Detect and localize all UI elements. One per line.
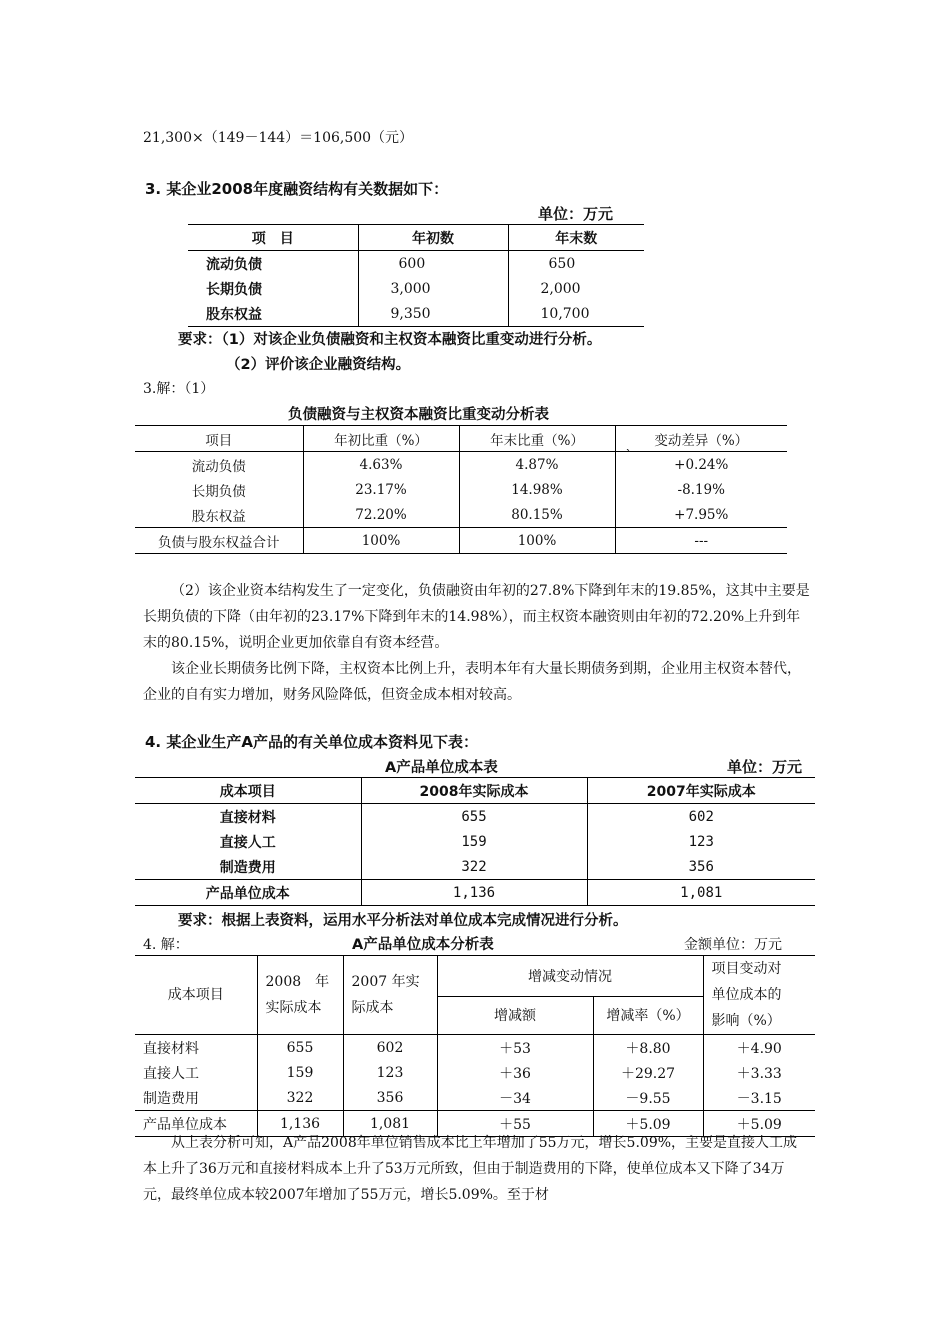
header-change: 增减变动情况 <box>437 956 703 997</box>
row-label: 直接人工 <box>143 1065 199 1082</box>
table-row <box>135 804 815 830</box>
ratio-change-table <box>135 425 787 554</box>
cell: 602 <box>587 804 815 830</box>
table-row <box>135 829 815 854</box>
header-begin: 年初数 <box>358 225 508 251</box>
q4-table-title: A产品单位成本表 <box>385 760 498 776</box>
cell-end: 10,700 <box>508 301 644 327</box>
header-2008-line1: 2008 年 <box>265 974 330 990</box>
q3-analysis-paragraph-2: 该企业长期债务比例下降，主权资本比例上升，表明本年有大量长期债务到期，企业用主权资本替代，企业的自有实力增加，财务风险降低，但资金成本相对较高。 <box>143 661 801 703</box>
header-begin-ratio: 年初比重（%） <box>303 426 459 452</box>
q4-unit: 单位：万元 <box>727 758 803 776</box>
cell: ＋4.90 <box>703 1035 815 1061</box>
cell: +7.95% <box>615 502 787 528</box>
header-2007: 2007年实际成本 <box>587 778 815 804</box>
q4-title: 4. 某企业生产A产品的有关单位成本资料见下表： <box>145 733 478 751</box>
cell: 655 <box>361 804 587 830</box>
cell: 72.20% <box>303 502 459 528</box>
cell: 1,136 <box>361 880 587 906</box>
q4-answer-label: 4. 解： <box>143 937 189 953</box>
cell: ＋3.33 <box>703 1060 815 1085</box>
table-row <box>135 1060 815 1085</box>
cell: 602 <box>343 1035 437 1061</box>
cell: 23.17% <box>303 477 459 502</box>
row-label: 长期负债 <box>191 483 246 500</box>
row-label: 负债与股东权益合计 <box>135 528 303 554</box>
q4-table2-title: A产品单位成本分析表 <box>352 937 494 953</box>
cell: 159 <box>361 829 587 854</box>
cell: 1,136 <box>257 1111 343 1137</box>
table-row <box>135 452 787 478</box>
cell-end: 2,000 <box>540 280 581 297</box>
table-row <box>188 301 644 327</box>
cell: 655 <box>257 1035 343 1061</box>
table-total-row <box>135 528 787 554</box>
cell: 1,081 <box>343 1111 437 1137</box>
row-label: 直接材料 <box>143 1040 199 1057</box>
cell: 322 <box>257 1085 343 1111</box>
q3-requirement-2: （2）评价该企业融资结构。 <box>226 357 411 373</box>
table-row <box>188 251 644 277</box>
header-item: 项 目 <box>188 225 358 251</box>
table-row <box>135 502 787 528</box>
header-impact-line3: 影响（%） <box>711 1013 781 1029</box>
header-impact-line1: 项目变动对 <box>711 961 782 977</box>
unit-cost-analysis-table <box>135 955 815 1137</box>
header-2007-line2: 际成本 <box>351 1000 394 1016</box>
cell-end: 650 <box>548 255 576 272</box>
table-row <box>188 276 644 301</box>
cell: 100% <box>459 528 615 554</box>
row-label: 流动负债 <box>206 256 262 273</box>
header-2007 <box>343 956 437 1035</box>
header-impact-line2: 单位成本的 <box>711 987 782 1003</box>
unit-cost-table <box>135 777 815 906</box>
header-item: 项目 <box>135 426 303 452</box>
header-2007-line1: 2007 年实 <box>351 974 420 990</box>
cell: －9.55 <box>593 1085 703 1111</box>
cell: －34 <box>437 1085 593 1111</box>
cell: 356 <box>587 854 815 880</box>
row-label: 股东权益 <box>191 508 246 525</box>
header-2008 <box>257 956 343 1035</box>
row-label: 直接人工 <box>219 834 276 851</box>
table-header-row <box>188 225 644 251</box>
row-label: 制造费用 <box>143 1090 199 1107</box>
table-row <box>135 1085 815 1111</box>
q3-title: 3. 某企业2008年度融资结构有关数据如下： <box>145 180 449 198</box>
row-label: 长期负债 <box>206 281 262 298</box>
row-label: 股东权益 <box>188 301 358 327</box>
table-row <box>135 477 787 502</box>
row-label: 直接材料 <box>219 809 276 826</box>
table-header-row <box>135 956 815 997</box>
cell: 100% <box>303 528 459 554</box>
cell: ＋53 <box>437 1035 593 1061</box>
cell: 123 <box>343 1060 437 1085</box>
q3-table2-title: 负债融资与主权资本融资比重变动分析表 <box>288 407 549 423</box>
cell-value: +0.24% <box>674 456 729 473</box>
cell: 123 <box>587 829 815 854</box>
cell: 4.87% <box>459 452 615 478</box>
header-end-ratio: 年末比重（%） <box>459 426 615 452</box>
header-impact <box>703 956 815 1035</box>
table-header-row <box>135 426 787 452</box>
cell: 356 <box>343 1085 437 1111</box>
calc-line: 21,300×（149－144）＝106,500（元） <box>143 130 414 146</box>
cell: ＋5.09 <box>703 1111 815 1137</box>
header-amount: 增减额 <box>437 996 593 1034</box>
row-label: 产品单位成本 <box>135 880 361 906</box>
cell: ＋55 <box>437 1111 593 1137</box>
cell: 1,081 <box>587 880 815 906</box>
header-rate: 增减率（%） <box>593 996 703 1034</box>
cell: ＋36 <box>437 1060 593 1085</box>
cell: -8.19% <box>615 477 787 502</box>
cell: 159 <box>257 1060 343 1085</box>
cell-begin: 3,000 <box>358 276 508 301</box>
cell: ＋8.80 <box>593 1035 703 1061</box>
header-item: 成本项目 <box>135 778 361 804</box>
header-item <box>135 956 257 1035</box>
cell: --- <box>615 528 787 554</box>
cell: 14.98% <box>459 477 615 502</box>
header-2008: 2008年实际成本 <box>361 778 587 804</box>
table-row <box>135 854 815 880</box>
header-item-text: 成本项目 <box>167 987 224 1003</box>
cell: 322 <box>361 854 587 880</box>
table-header-row <box>135 778 815 804</box>
cell-begin: 600 <box>358 251 508 277</box>
header-diff: 变动差异（%） <box>615 426 787 452</box>
q3-unit: 单位：万元 <box>538 205 614 223</box>
header-2008-line2: 实际成本 <box>265 1000 322 1016</box>
q3-analysis-paragraph-1: （2）该企业资本结构发生了一定变化，负债融资由年初的27.8%下降到年末的19.85%，这其中主要是长期负债的下降（由年初的23.17%下降到年末的14.98%），而主权资本融资则由年初的72.20%上升到年末的80.15%，说明企业更加依靠自有资本经营。 <box>143 583 810 651</box>
cell: 80.15% <box>459 502 615 528</box>
cell: ＋5.09 <box>593 1111 703 1137</box>
q4-requirement: 要求：根据上表资料，运用水平分析法对单位成本完成情况进行分析。 <box>178 913 628 929</box>
table-row <box>135 1035 815 1061</box>
cell-begin: 9,350 <box>358 301 508 327</box>
stray-mark: ` <box>625 448 633 464</box>
cell: ＋29.27 <box>593 1060 703 1085</box>
q4-table2-unit: 金额单位：万元 <box>684 937 782 953</box>
q3-requirement-1: 要求：（1）对该企业负债融资和主权资本融资比重变动进行分析。 <box>178 332 602 348</box>
header-end: 年末数 <box>508 225 644 251</box>
row-label: 产品单位成本 <box>135 1111 257 1137</box>
row-label: 流动负债 <box>191 458 246 475</box>
table-total-row <box>135 880 815 906</box>
row-label: 制造费用 <box>219 859 276 876</box>
q4-analysis-paragraph: 从上表分析可知，A产品2008年单位销售成本比上年增加了55万元，增长5.09%，主要是直接人工成本上升了36万元和直接材料成本上升了53万元所致，但由于制造费用的下降，使单位成本又下降了34万元，最终单位成本较2007年增加了55万元，增长5.09%。至于材 <box>143 1135 798 1203</box>
cell-with-mark <box>615 448 787 478</box>
cell: －3.15 <box>703 1085 815 1111</box>
cell: 4.63% <box>303 452 459 478</box>
financing-structure-table <box>188 224 644 327</box>
q3-answer-label: 3.解：（1） <box>143 381 215 397</box>
